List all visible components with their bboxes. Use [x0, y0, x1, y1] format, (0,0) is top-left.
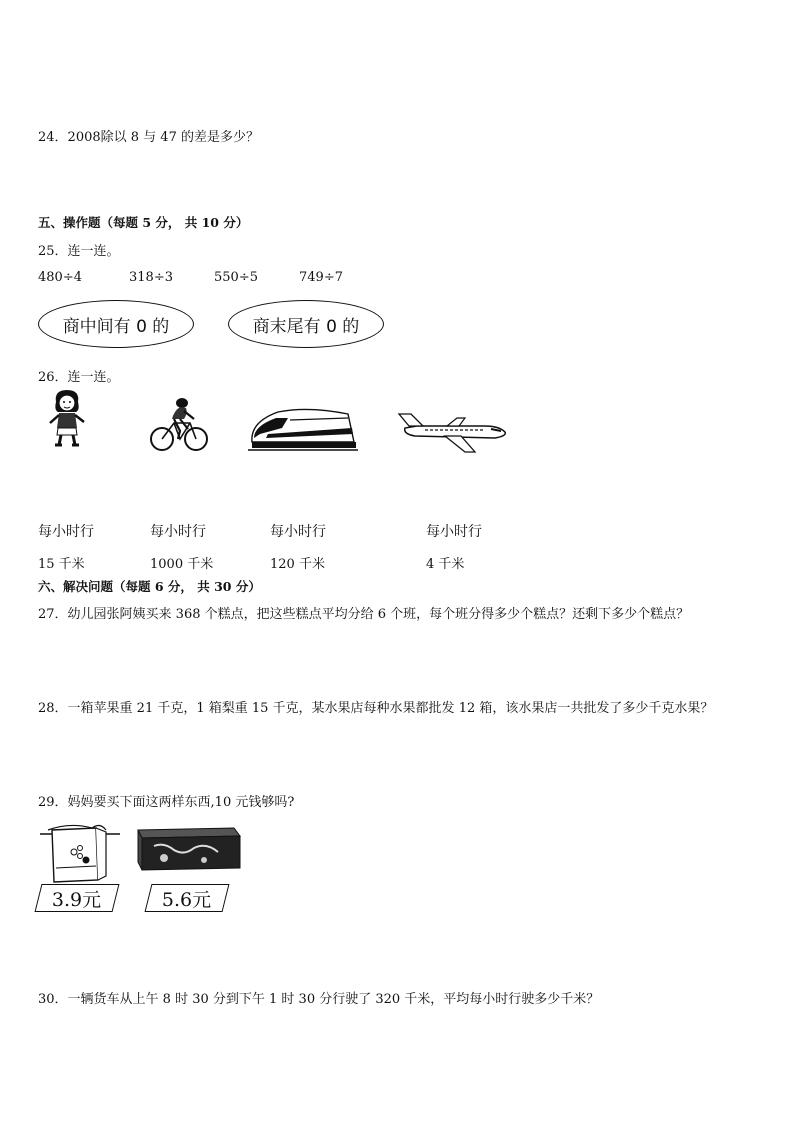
question-25: 25．连一连。 [38, 244, 120, 259]
section-6-heading: 六、解决问题（每题 6 分， 共 30 分） [38, 579, 261, 594]
speed-value-3: 120 千米 [270, 557, 325, 572]
ellipse-middle-zero-label: 商中间有 0 的 [62, 316, 170, 337]
speed-value-2: 1000 千米 [150, 557, 214, 572]
price-toothpaste: 5.6元 [162, 888, 212, 911]
ellipse-end-zero[interactable] [228, 300, 384, 348]
speed-label-2: 每小时行 [150, 524, 206, 540]
section-5-heading: 五、操作题（每题 5 分， 共 10 分） [38, 215, 249, 230]
speed-label-3: 每小时行 [270, 524, 326, 540]
cyclist-icon [150, 397, 210, 453]
price-towel: 3.9元 [52, 888, 102, 911]
question-26: 26．连一连。 [38, 370, 120, 385]
toothpaste-icon [134, 826, 244, 872]
question-30: 30．一辆货车从上午 8 时 30 分到下午 1 时 30 分行驶了 320 千米，平均每小时行驶多少千米？ [38, 992, 600, 1007]
airplane-icon [395, 410, 509, 454]
question-27: 27．幼儿园张阿姨买来 368 个糕点，把这些糕点平均分给 6 个班，每个班分得多少个糕点？还剩下多少个糕点？ [38, 607, 690, 622]
question-29: 29．妈妈要买下面这两样东西,10 元钱够吗? [38, 795, 295, 810]
expr-3: 550÷5 [214, 270, 258, 285]
question-24: 24．2008除以 8 与 47 的差是多少？ [38, 130, 259, 145]
question-28: 28．一箱苹果重 21 千克，1 箱梨重 15 千克，某水果店每种水果都批发 12 箱，该水果店一共批发了多少千克水果？ [38, 701, 714, 716]
expr-1: 480÷4 [38, 270, 82, 285]
girl-icon [46, 388, 88, 450]
expr-2: 318÷3 [129, 270, 173, 285]
price-tag-towel [35, 884, 120, 912]
speed-label-1: 每小时行 [38, 524, 94, 540]
ellipse-end-zero-label: 商末尾有 0 的 [252, 316, 360, 337]
speed-value-4: 4 千米 [426, 557, 465, 572]
expr-4: 749÷7 [299, 270, 343, 285]
price-tag-toothpaste [145, 884, 230, 912]
towel-icon [40, 818, 120, 886]
speed-label-4: 每小时行 [426, 524, 482, 540]
speed-value-1: 15 千米 [38, 557, 85, 572]
ellipse-middle-zero[interactable] [38, 300, 194, 348]
train-icon [248, 404, 358, 452]
